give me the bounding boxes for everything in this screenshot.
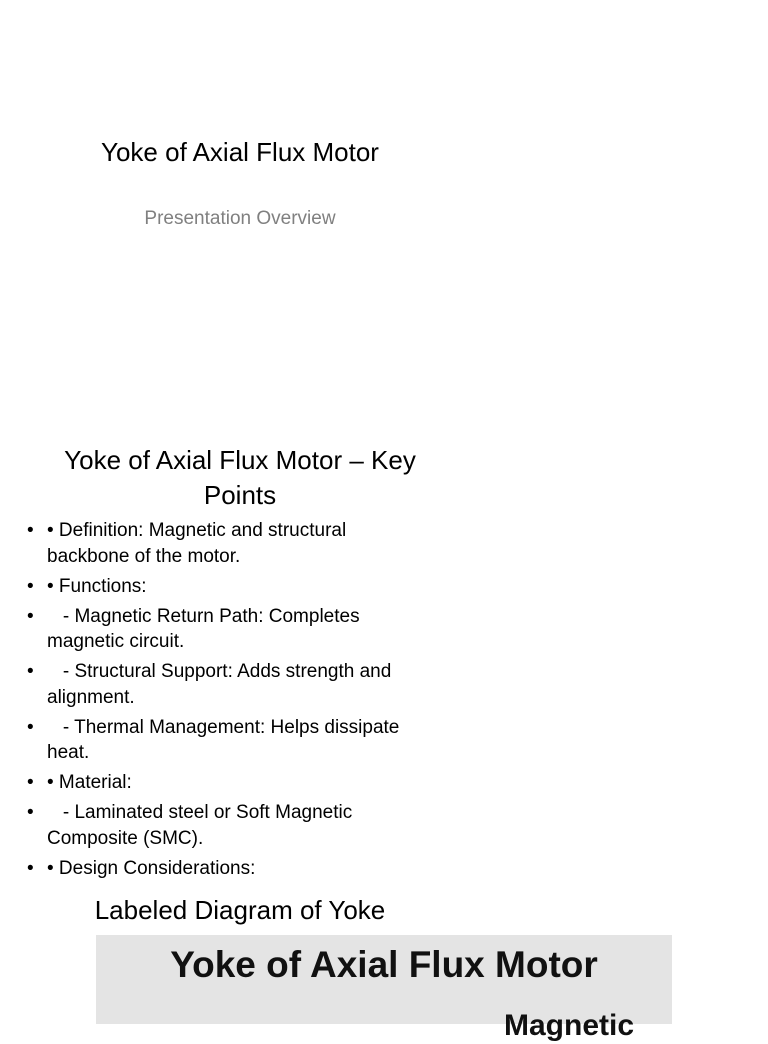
bullet-item [27,574,427,600]
key-points-title: Yoke of Axial Flux Motor – Key Points [64,445,416,510]
bullet-item [27,518,427,569]
bullet-dot: • [27,857,34,879]
bullet-dot: • [27,520,34,541]
bullet-text: • Material: [47,772,132,793]
bullet-text: - Structural Support: Adds strength and alignment. [47,661,397,708]
bullet-text: - Magnetic Return Path: Completes magnetic circuit. [47,605,365,652]
bullet-text: • Definition: Magnetic and structural backbone of the motor. [47,520,352,567]
bullet-item [27,800,427,851]
bullet-dot: • [27,605,34,627]
bullet-text: • Functions: [47,575,147,597]
bullet-text: • Design Considerations: [47,857,256,879]
bullet-text: - Laminated steel or Soft Magnetic Composite (SMC). [47,802,358,849]
bullet-text: - Thermal Management: Helps dissipate heat. [47,716,405,763]
yoke-diagram-image [96,935,672,1042]
bullet-item [27,659,427,710]
bullet-dot: • [27,802,34,823]
bullet-dot: • [27,716,34,738]
diagram-label: Magnetic [504,1009,635,1042]
diagram-slide-title: Labeled Diagram of Yoke [94,895,386,925]
bullet-dot: • [27,575,34,597]
slide-title: Yoke of Axial Flux Motor [101,137,379,167]
diagram-heading: Yoke of Axial Flux Motor [170,944,598,985]
bullet-item [27,856,427,882]
bullet-item [27,604,427,655]
key-points-list [27,518,427,879]
bullet-dot: • [27,661,34,682]
bullet-item [27,715,427,766]
bullet-item [27,770,427,796]
slide-subtitle: Presentation Overview [144,208,336,229]
bullet-dot: • [27,772,34,793]
